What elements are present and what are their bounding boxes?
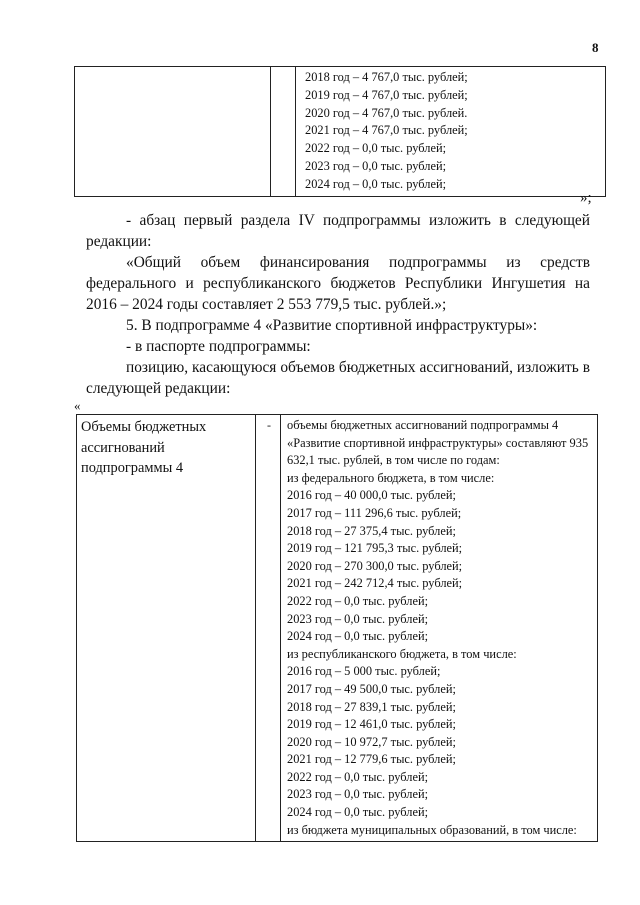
paragraph-section-iv: - абзац первый раздела IV подпрограммы изложить в следующей редакции: — [86, 212, 590, 250]
open-quote: « — [74, 398, 81, 413]
budget-line: 2016 год – 5 000 тыс. рублей; — [287, 664, 441, 679]
top-table-values-cell — [296, 67, 606, 197]
budget-intro-text: объемы бюджетных ассигнований подпрограммы 4 «Развитие спортивной инфраструктуры» составляют 935 632,1 тыс. рублей, в том числе по годам: — [287, 418, 589, 468]
budget-line: 2020 год – 10 972,7 тыс. рублей; — [287, 734, 456, 749]
budget-line: из федерального бюджета, в том числе: — [287, 470, 495, 485]
year-line: 2018 год – 4 767,0 тыс. рублей; — [305, 70, 468, 84]
closing-quote: »; — [580, 190, 592, 206]
paragraph-passport: - в паспорте подпрограммы: — [126, 338, 311, 355]
subprogram-4-budget-table — [76, 414, 598, 842]
top-budget-table — [74, 66, 606, 197]
budget-line: 2021 год – 242 712,4 тыс. рублей; — [287, 576, 463, 591]
budget-line: из республиканского бюджета, в том числе: — [287, 646, 517, 661]
year-line: 2022 год – 0,0 тыс. рублей; — [305, 141, 447, 156]
budget-line: 2022 год – 0,0 тыс. рублей; — [287, 769, 429, 784]
budget-line: 2024 год – 0,0 тыс. рублей; — [287, 629, 429, 644]
year-line: 2021 год – 4 767,0 тыс. рублей; — [305, 123, 468, 138]
budget-values-cell — [281, 415, 598, 842]
budget-label-cell: Объемы бюджетных ассигнований подпрограммы 4 — [77, 415, 256, 842]
budget-line: 2024 год – 0,0 тыс. рублей; — [287, 805, 429, 820]
year-line: 2024 год – 0,0 тыс. рублей; — [305, 176, 447, 191]
budget-line: 2019 год – 121 795,3 тыс. рублей; — [287, 541, 463, 556]
dash-cell: - — [256, 415, 281, 842]
budget-line: 2019 год – 12 461,0 тыс. рублей; — [287, 717, 456, 732]
year-line: 2019 год – 4 767,0 тыс. рублей; — [305, 87, 468, 102]
year-line: 2023 год – 0,0 тыс. рублей; — [305, 158, 447, 173]
budget-line: 2016 год – 40 000,0 тыс. рублей; — [287, 488, 456, 503]
budget-line: 2018 год – 27 839,1 тыс. рублей; — [287, 699, 456, 714]
budget-line: 2022 год – 0,0 тыс. рублей; — [287, 593, 429, 608]
table-row — [75, 67, 606, 197]
budget-line: 2018 год – 27 375,4 тыс. рублей; — [287, 523, 456, 538]
page-number: 8 — [592, 40, 599, 55]
year-line: 2020 год – 4 767,0 тыс. рублей. — [305, 105, 468, 120]
budget-line: из бюджета муниципальных образований, в том числе: — [287, 822, 577, 837]
budget-line: 2017 год – 111 296,6 тыс. рублей; — [287, 505, 462, 520]
budget-line: 2023 год – 0,0 тыс. рублей; — [287, 611, 429, 626]
paragraph-total-financing: «Общий объем финансирования подпрограммы из средств федерального и республиканского бюджетов Республики Ингушетия на 2016 – 2024 годы составляет 2 553 779,5 тыс. рублей.»; — [86, 254, 590, 313]
paragraph-position: позицию, касающуюся объемов бюджетных ассигнований, изложить в следующей редакции: — [86, 359, 590, 397]
budget-line: 2021 год – 12 779,6 тыс. рублей; — [287, 752, 456, 767]
top-table-dash-cell — [271, 67, 296, 197]
table-row — [77, 415, 598, 842]
budget-line: 2017 год – 49 500,0 тыс. рублей; — [287, 681, 456, 696]
paragraph-subprogram-4: 5. В подпрограмме 4 «Развитие спортивной инфраструктуры»: — [126, 317, 538, 334]
budget-line: 2023 год – 0,0 тыс. рублей; — [287, 787, 429, 802]
top-table-label-cell — [75, 67, 271, 197]
budget-line: 2020 год – 270 300,0 тыс. рублей; — [287, 558, 463, 573]
